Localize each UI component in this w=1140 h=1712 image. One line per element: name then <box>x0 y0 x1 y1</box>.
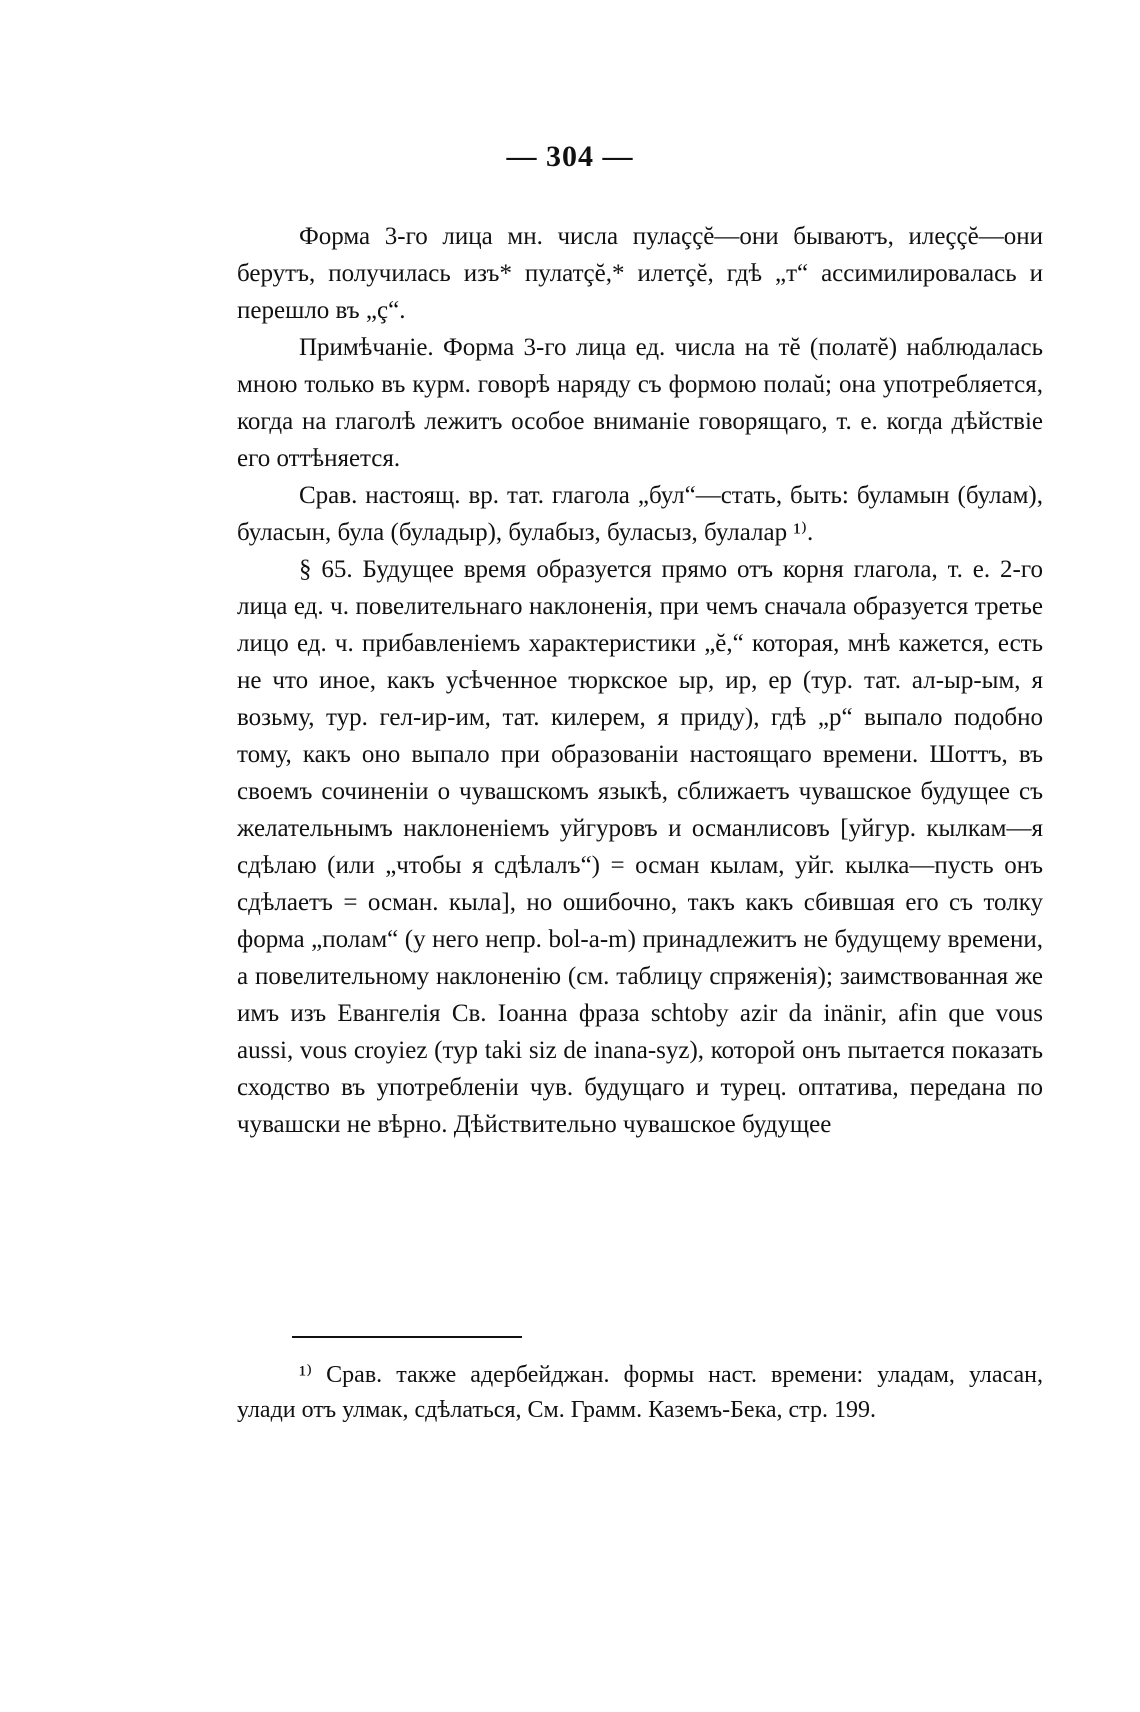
footnote: ¹⁾ Срав. также адербейджан. формы наст. времени: уладам, уласан, улади отъ улмак, сдѣлаться, См. Грамм. Каземъ-Бека, стр. 199. <box>237 1362 1043 1423</box>
paragraph-tatar-comparison: Срав. настоящ. вр. тат. глагола „бул“—стать, быть: буламын (булам), буласын, була (буладыр), булабыз, буласыз, булалар ¹⁾. <box>237 482 1043 546</box>
paragraph-note: Примѣчаніе. Форма 3-го лица ед. числа на тĕ (полатĕ) наблюдалась мною только въ курм. говорѣ наряду съ формою полаŭ; она употребляется, когда на глаголѣ лежитъ особое вниманіе говорящаго, т. е. когда дѣйствіе его оттѣняется. <box>237 334 1043 472</box>
footnote-divider <box>292 1336 522 1338</box>
paragraph-section-65: § 65. Будущее время образуется прямо отъ корня глагола, т. е. 2-го лица ед. ч. повелительнаго наклоненія, при чемъ сначала образуется третье лицо ед. ч. прибавленіемъ характеристики „ĕ,“ которая, мнѣ кажется, есть не что иное, какъ усѣченное тюркское ыр, ир, ер (тур. тат. ал-ыр-ым, я возьму, тур. гел-ир-им, тат. килерем, я приду), гдѣ „р“ выпало подобно тому, какъ оно выпало при образованіи настоящаго времени. Шоттъ, въ своемъ сочиненіи о чувашскомъ языкѣ, сближаетъ чувашское будущее съ желательнымъ наклоненіемъ уйгуровъ и османлисовъ [уйгур. кылкам—я сдѣлаю (или „чтобы я сдѣлалъ“) = осман кылам, уйг. кылка—пусть онъ сдѣлаетъ = осман. кыла], но ошибочно, такъ какъ сбившая его съ толку форма „полам“ (у него непр. bol-a-m) принадлежитъ не будущему времени, а повелительному наклоненію (см. таблицу спряженія); заимствованная же имъ изъ Евангелія Св. Іоанна фраза schtoby azir da inänir, afin que vous aussi, vous croyiez (тур taki siz de inana-syz), которой онъ пытается показать сходство въ употребленіи чув. будущаго и турец. оптатива, передана по чувашски не вѣрно. Дѣйствительно чувашское будущее <box>237 556 1043 1138</box>
paragraph-plural-form: Форма 3-го лица мн. числа пулаççĕ—они бываютъ, илеççĕ—они берутъ, получилась изъ* пулатçĕ,* илетçĕ, гдѣ „т“ ассимилировалась и перешло въ „ç“. <box>237 223 1043 324</box>
page-number: — 304 — <box>506 140 634 173</box>
main-text <box>237 218 1043 1143</box>
